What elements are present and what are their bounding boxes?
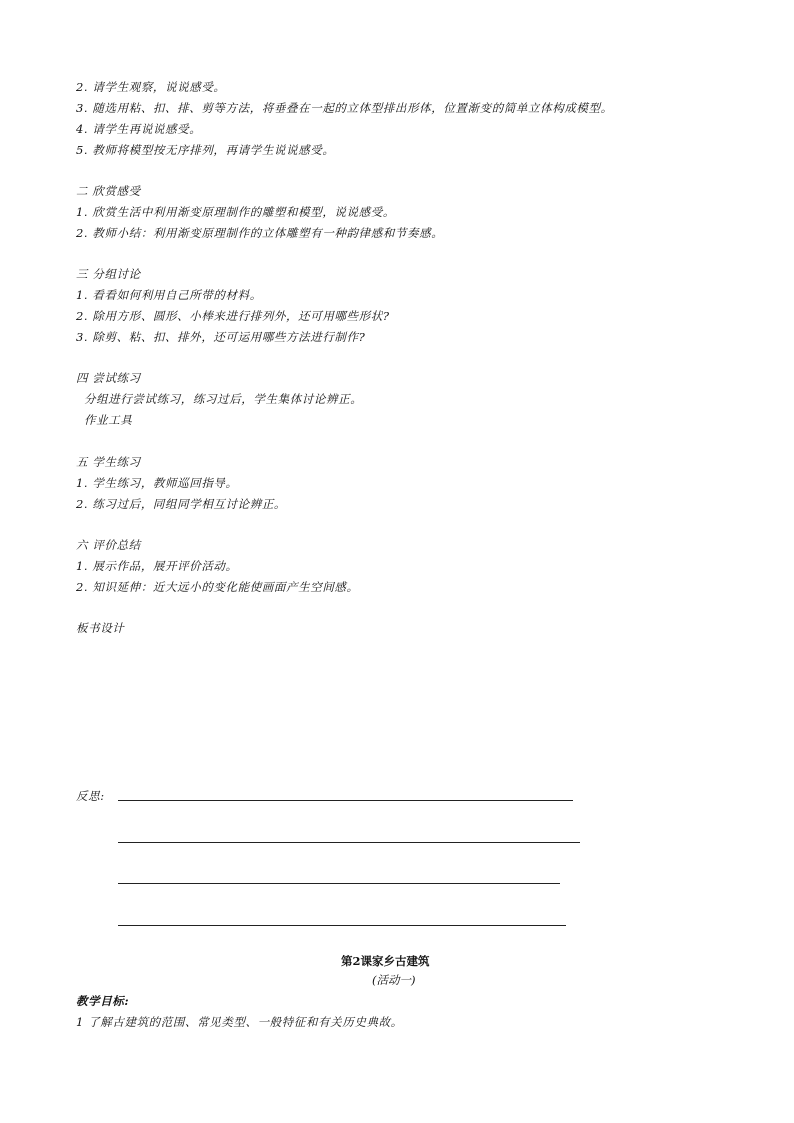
section-3-item-3: 3. 除剪、粘、扣、排外，还可运用哪些方法进行制作? [76,330,366,344]
section-2-title: 二 欣赏感受 [76,184,141,198]
section-4-item-1: 分组进行尝试练习，练习过后，学生集体讨论辨正。 [84,392,363,406]
section-5-title: 五 学生练习 [76,455,141,469]
section-6-item-1: 1. 展示作品，展开评价活动。 [76,559,238,573]
section-3-item-2: 2. 除用方形、圆形、小棒来进行排列外，还可用哪些形状? [76,309,390,323]
step-4: 4. 请学生再说说感受。 [76,122,202,136]
lesson-2-title: 第2课家乡古建筑 [341,954,430,968]
section-2-item-2: 2. 教师小结：利用渐变原理制作的立体雕塑有一种韵律感和节奏感。 [76,226,444,240]
reflection-line-2 [118,842,580,843]
step-5: 5. 教师将模型按无序排列，再请学生说说感受。 [76,143,335,157]
section-5-item-1: 1. 学生练习，教师巡回指导。 [76,476,238,490]
teaching-goal-1: 1 了解古建筑的范围、常见类型、一般特征和有关历史典故。 [76,1015,403,1029]
section-3-title: 三 分组讨论 [76,267,141,281]
section-4-title: 四 尝试练习 [76,371,141,385]
reflection-line-3 [118,883,560,884]
section-6-title: 六 评价总结 [76,538,141,552]
reflection-label: 反思: [76,789,105,803]
step-2: 2. 请学生观察，说说感受。 [76,80,226,94]
section-2-item-1: 1. 欣赏生活中利用渐变原理制作的雕塑和模型，说说感受。 [76,205,395,219]
section-5-item-2: 2. 练习过后，同组同学相互讨论辨正。 [76,497,287,511]
lesson-2-subtitle: (活动一) [372,973,416,987]
section-4-item-2: 作业工具 [84,413,133,427]
step-3: 3. 随选用粘、扣、排、剪等方法，将垂叠在一起的立体型排出形体，位置渐变的简单立体构成模型。 [76,101,613,115]
reflection-line-4 [118,925,566,926]
section-3-item-1: 1. 看看如何利用自己所带的材料。 [76,288,262,302]
board-design-label: 板书设计 [76,621,125,635]
teaching-goals-label: 教学目标: [76,994,130,1008]
reflection-line-1 [118,800,573,801]
section-6-item-2: 2. 知识延伸：近大远小的变化能使画面产生空间感。 [76,580,359,594]
